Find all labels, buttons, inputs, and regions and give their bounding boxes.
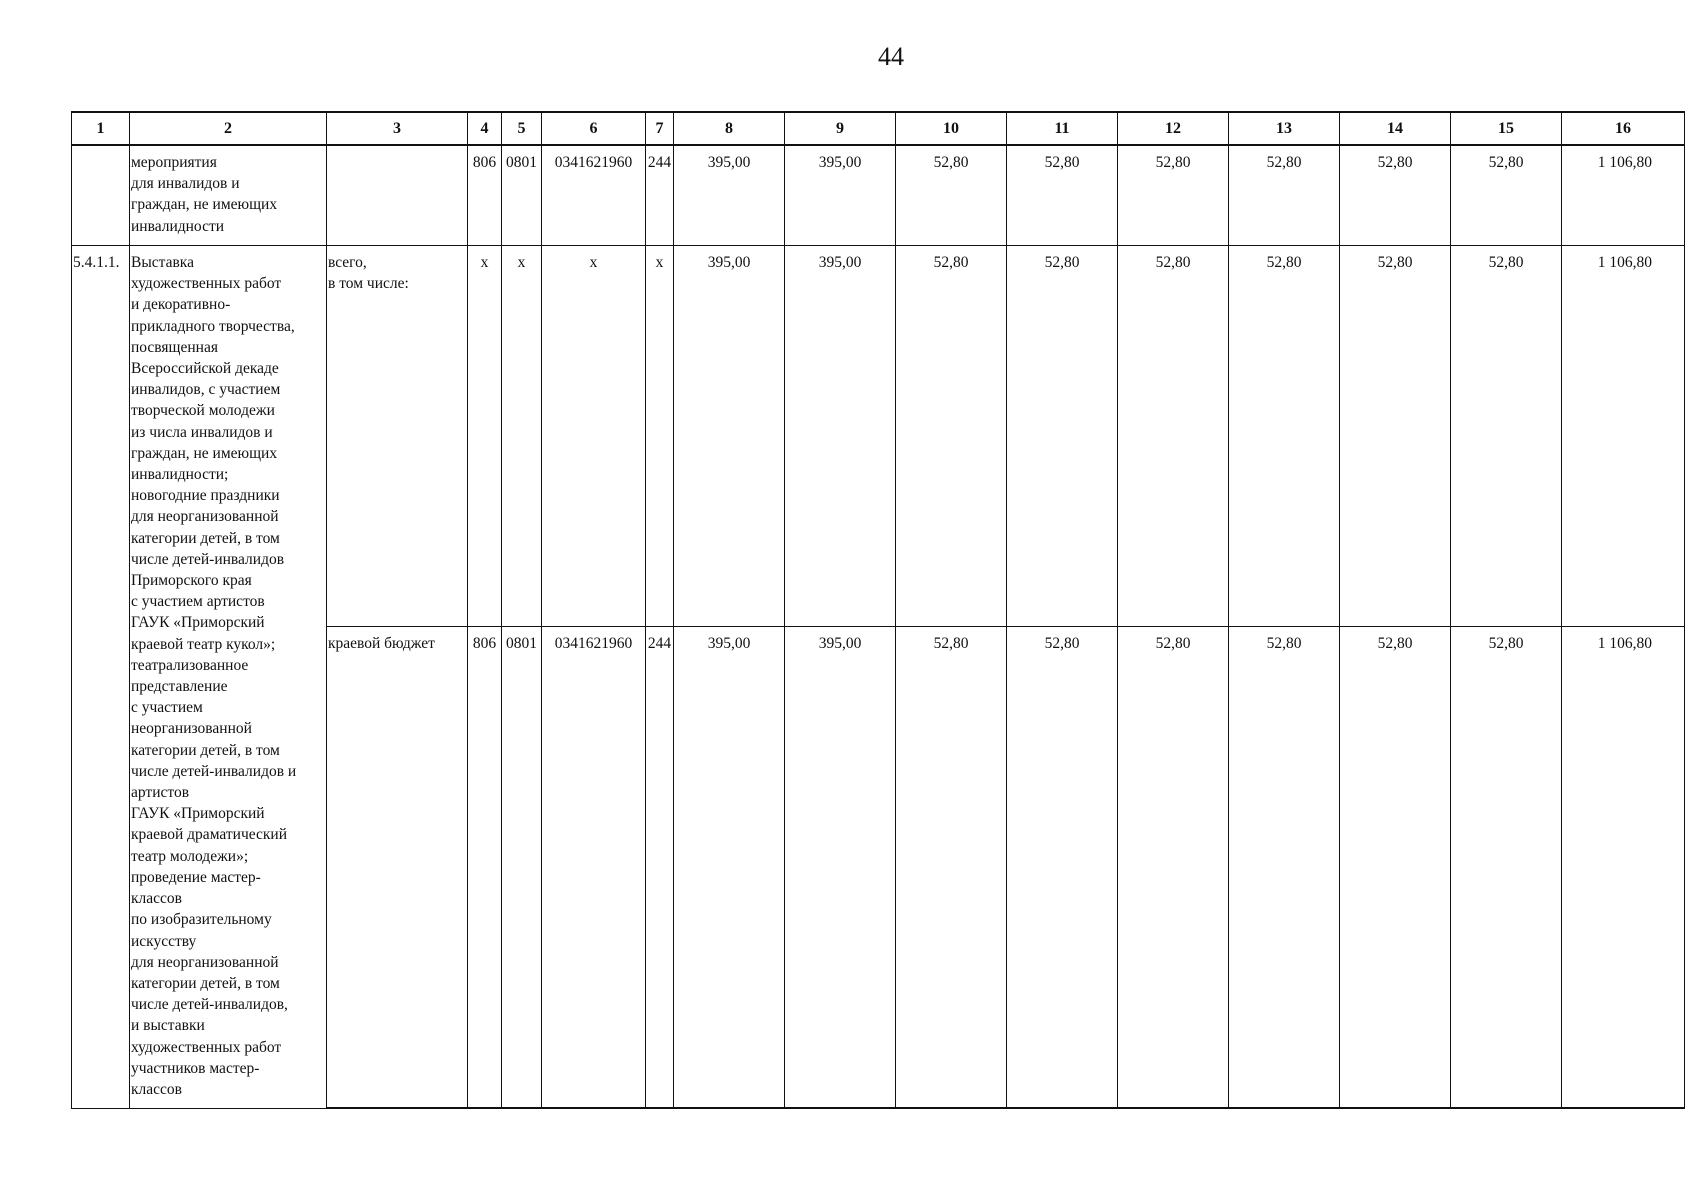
text-line: граждан, не имеющих: [131, 196, 278, 214]
text-line: ГАУК «Приморский: [131, 614, 265, 632]
text-line: и декоративно-: [131, 296, 231, 314]
col-header-8: 8: [674, 112, 785, 145]
text-line: классов: [131, 1080, 182, 1098]
text-line: Выставка: [131, 254, 194, 271]
text-line: классов: [131, 890, 182, 908]
text-line: новогодние праздники: [131, 487, 280, 505]
text-line: театрализованное: [131, 656, 249, 674]
code-section: x: [502, 246, 542, 627]
budget-table: [71, 111, 1685, 1109]
text-line: категории детей, в том: [131, 974, 280, 992]
row-number: [72, 145, 130, 246]
value-col-11: 52,80: [1007, 246, 1118, 627]
text-line: числе детей-инвалидов,: [131, 996, 288, 1014]
text-line: всего,: [328, 254, 367, 271]
value-col-14: 52,80: [1340, 246, 1451, 627]
col-header-9: 9: [785, 112, 896, 145]
value-col-10: 52,80: [896, 145, 1007, 246]
text-line: краевой бюджет: [328, 635, 435, 652]
event-name: [130, 145, 327, 246]
code-target: x: [542, 246, 646, 627]
text-line: Приморского края: [131, 572, 252, 590]
code-grbs: x: [468, 246, 502, 627]
value-col-15: 52,80: [1451, 246, 1562, 627]
text-line: с участием артистов: [131, 593, 265, 611]
col-header-13: 13: [1229, 112, 1340, 145]
value-col-16-total: 1 106,80: [1562, 145, 1685, 246]
table-row: [72, 145, 1685, 246]
value-col-12: 52,80: [1118, 145, 1229, 246]
text-line: для инвалидов и: [131, 175, 240, 193]
text-line: числе детей-инвалидов и: [131, 762, 297, 780]
value-col-11: 52,80: [1007, 627, 1118, 1109]
code-target: 0341621960: [542, 145, 646, 246]
value-col-12: 52,80: [1118, 246, 1229, 627]
col-header-16: 16: [1562, 112, 1685, 145]
page-number: 44: [878, 42, 904, 71]
value-col-12: 52,80: [1118, 627, 1229, 1109]
col-header-7: 7: [646, 112, 674, 145]
value-col-14: 52,80: [1340, 627, 1451, 1109]
col-header-5: 5: [502, 112, 542, 145]
col-header-6: 6: [542, 112, 646, 145]
text-line: инвалидности: [131, 217, 225, 235]
code-grbs: 806: [468, 145, 502, 246]
text-line: категории детей, в том: [131, 741, 280, 759]
text-line: из числа инвалидов и: [131, 423, 273, 441]
text-line: творческой молодежи: [131, 402, 275, 420]
text-line: художественных работ: [131, 1038, 282, 1056]
text-line: категории детей, в том: [131, 529, 280, 547]
text-line: числе детей-инвалидов: [131, 550, 285, 568]
value-col-10: 52,80: [896, 627, 1007, 1109]
code-section: 0801: [502, 627, 542, 1109]
value-col-16-total: 1 106,80: [1562, 246, 1685, 627]
funding-source: [327, 246, 468, 627]
text-line: и выставки: [131, 1017, 205, 1035]
col-header-1: 1: [72, 112, 130, 145]
funding-source: [327, 145, 468, 246]
value-col-8: 395,00: [674, 246, 785, 627]
header-row: [72, 112, 1685, 145]
text-line: прикладного творчества,: [131, 317, 295, 335]
row-number: 5.4.1.1.: [72, 246, 130, 1109]
text-line: художественных работ: [131, 275, 282, 293]
col-header-10: 10: [896, 112, 1007, 145]
col-header-12: 12: [1118, 112, 1229, 145]
value-col-9: 395,00: [785, 145, 896, 246]
text-line: искусству: [131, 932, 197, 950]
value-col-9: 395,00: [785, 246, 896, 627]
code-expense: 244: [646, 145, 674, 246]
value-col-11: 52,80: [1007, 145, 1118, 246]
funding-source: [327, 627, 468, 1109]
text-line: для неорганизованной: [131, 508, 279, 526]
table-row: [72, 246, 1685, 627]
value-col-13: 52,80: [1229, 627, 1340, 1109]
value-col-8: 395,00: [674, 145, 785, 246]
text-line: граждан, не имеющих: [131, 444, 278, 462]
value-col-13: 52,80: [1229, 145, 1340, 246]
text-line: краевой театр кукол»;: [131, 635, 276, 653]
text-line: неорганизованной: [131, 720, 252, 738]
text-line: представление: [131, 678, 228, 696]
text-line: ГАУК «Приморский: [131, 805, 265, 823]
text-line: посвященная: [131, 338, 218, 356]
value-col-10: 52,80: [896, 246, 1007, 627]
text-line: Всероссийской декаде: [131, 360, 279, 378]
text-line: по изобразительному: [131, 911, 272, 929]
code-expense: x: [646, 246, 674, 627]
code-target: 0341621960: [542, 627, 646, 1109]
text-line: инвалидности;: [131, 466, 229, 484]
col-header-11: 11: [1007, 112, 1118, 145]
text-line: с участием: [131, 699, 203, 717]
text-line: для неорганизованной: [131, 953, 279, 971]
value-col-16-total: 1 106,80: [1562, 627, 1685, 1109]
value-col-15: 52,80: [1451, 145, 1562, 246]
value-col-13: 52,80: [1229, 246, 1340, 627]
text-line: мероприятия: [131, 154, 217, 171]
event-name: [130, 246, 327, 1109]
value-col-15: 52,80: [1451, 627, 1562, 1109]
col-header-15: 15: [1451, 112, 1562, 145]
text-line: краевой драматический: [131, 826, 287, 844]
value-col-8: 395,00: [674, 627, 785, 1109]
value-col-9: 395,00: [785, 627, 896, 1109]
code-expense: 244: [646, 627, 674, 1109]
text-line: театр молодежи»;: [131, 847, 249, 865]
text-line: артистов: [131, 784, 190, 802]
text-line: в том числе:: [328, 275, 409, 293]
col-header-3: 3: [327, 112, 468, 145]
code-grbs: 806: [468, 627, 502, 1109]
col-header-2: 2: [130, 112, 327, 145]
col-header-4: 4: [468, 112, 502, 145]
text-line: инвалидов, с участием: [131, 381, 281, 399]
value-col-14: 52,80: [1340, 145, 1451, 246]
code-section: 0801: [502, 145, 542, 246]
text-line: участников мастер-: [131, 1059, 260, 1077]
text-line: проведение мастер-: [131, 868, 261, 886]
col-header-14: 14: [1340, 112, 1451, 145]
